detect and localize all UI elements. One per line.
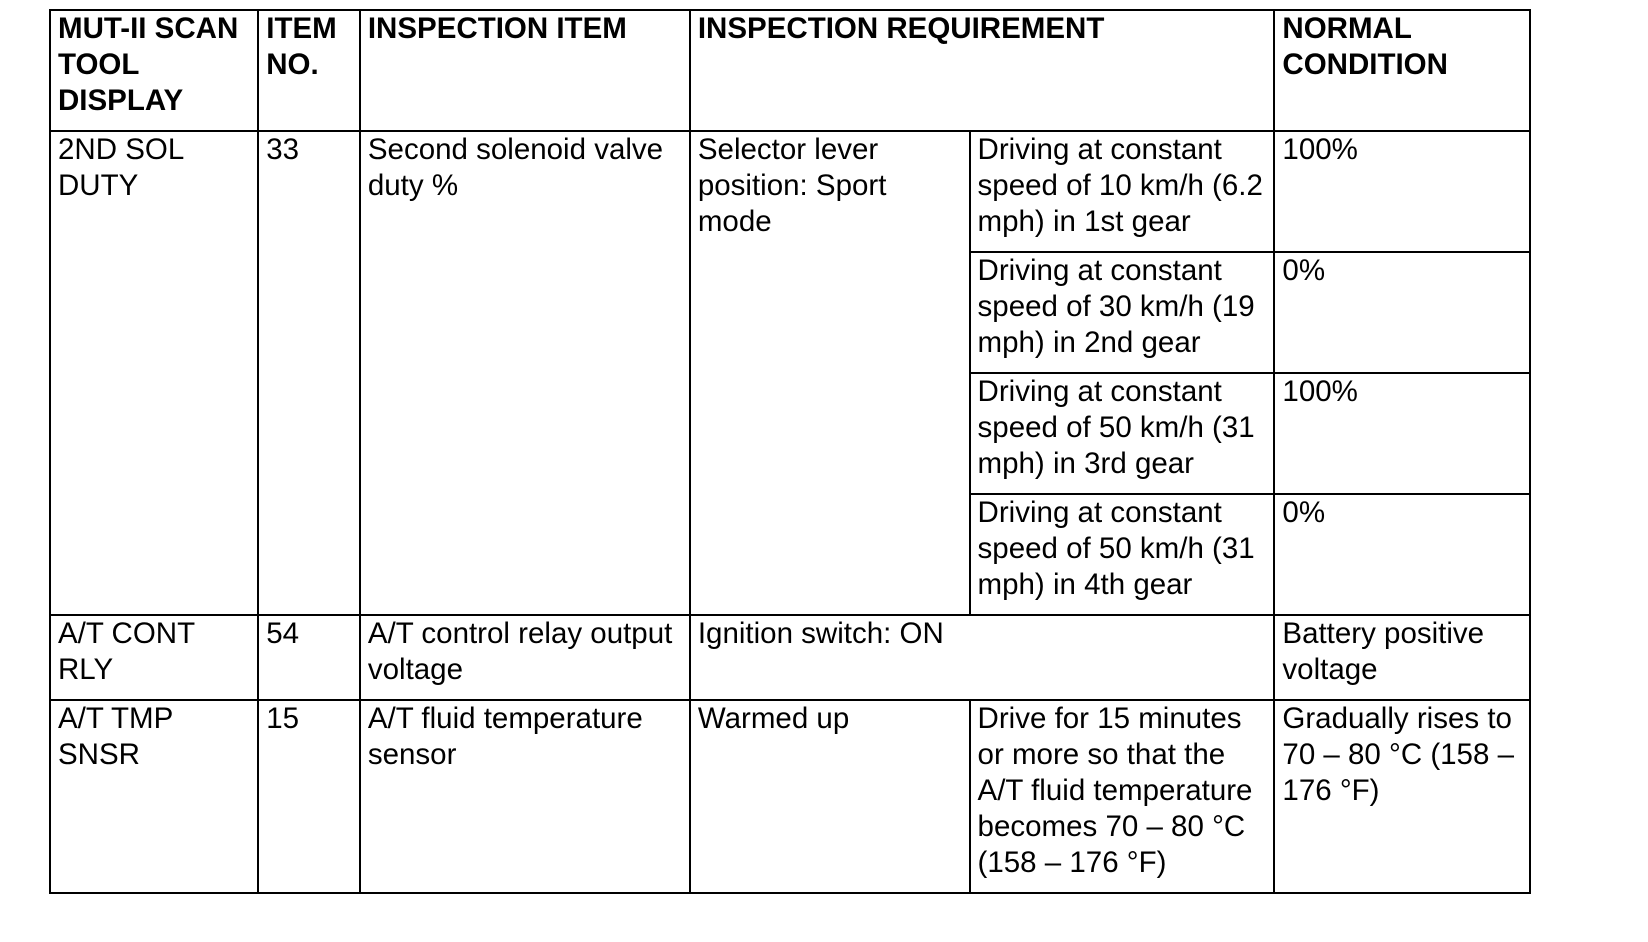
cell-inspection-item: Second solenoid valve duty % xyxy=(360,131,690,615)
cell-condition-detail: Driving at constant speed of 50 km/h (31 mph) in 4th gear xyxy=(970,494,1275,615)
inspection-table xyxy=(49,9,1531,894)
header-item-no: ITEM NO. xyxy=(258,10,360,131)
cell-normal-condition: 0% xyxy=(1274,252,1530,373)
cell-item-no: 15 xyxy=(258,700,360,893)
cell-normal-condition: Gradually rises to 70 – 80 °C (158 – 176 °F) xyxy=(1274,700,1530,893)
cell-normal-condition: 100% xyxy=(1274,131,1530,252)
header-row xyxy=(50,10,1530,131)
cell-item-no: 54 xyxy=(258,615,360,700)
cell-inspection-item: A/T control relay output voltage xyxy=(360,615,690,700)
table-row xyxy=(50,131,1530,252)
cell-condition-detail: Driving at constant speed of 50 km/h (31 mph) in 3rd gear xyxy=(970,373,1275,494)
table-row xyxy=(50,700,1530,893)
cell-condition-detail: Drive for 15 minutes or more so that the A/T fluid temperature becomes 70 – 80 °C (158 – 176 °F) xyxy=(970,700,1275,893)
header-inspection-item: INSPECTION ITEM xyxy=(360,10,690,131)
cell-inspection-item: A/T fluid temperature sensor xyxy=(360,700,690,893)
header-normal-condition: NORMAL CONDITION xyxy=(1274,10,1530,131)
cell-requirement: Warmed up xyxy=(690,700,970,893)
cell-normal-condition: 0% xyxy=(1274,494,1530,615)
cell-normal-condition: 100% xyxy=(1274,373,1530,494)
header-display: MUT-II SCAN TOOL DISPLAY xyxy=(50,10,258,131)
table-row xyxy=(50,615,1530,700)
cell-display: A/T CONT RLY xyxy=(50,615,258,700)
cell-condition-detail: Driving at constant speed of 30 km/h (19 mph) in 2nd gear xyxy=(970,252,1275,373)
header-inspection-requirement: INSPECTION REQUIREMENT xyxy=(690,10,1275,131)
cell-item-no: 33 xyxy=(258,131,360,615)
cell-display: A/T TMP SNSR xyxy=(50,700,258,893)
cell-requirement: Selector lever position: Sport mode xyxy=(690,131,970,615)
cell-display: 2ND SOL DUTY xyxy=(50,131,258,615)
cell-requirement: Ignition switch: ON xyxy=(690,615,1275,700)
cell-condition-detail: Driving at constant speed of 10 km/h (6.2 mph) in 1st gear xyxy=(970,131,1275,252)
cell-normal-condition: Battery positive voltage xyxy=(1274,615,1530,700)
